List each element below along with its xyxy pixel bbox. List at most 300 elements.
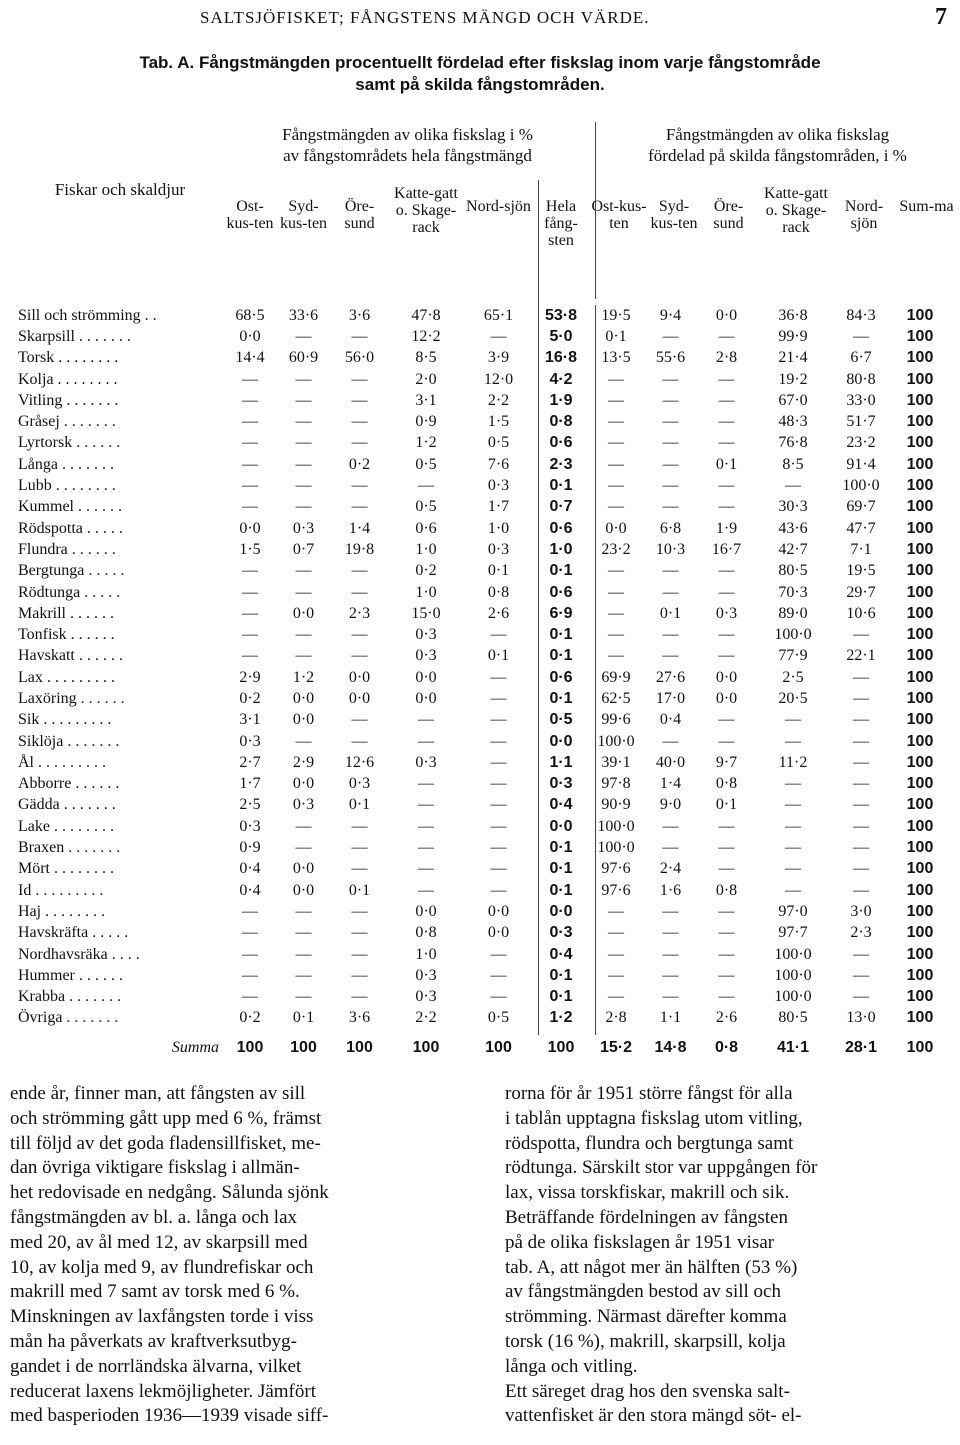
- table-cell: 0·0: [715, 306, 738, 324]
- table-cell: 0·6: [549, 583, 573, 601]
- table-row: [10, 624, 950, 645]
- table-cell: —: [718, 966, 735, 984]
- table-cell: 100: [906, 626, 934, 644]
- table-cell: 100: [906, 945, 934, 963]
- text-line: 10, av kolja med 9, av flundrefiskar och: [10, 1256, 314, 1278]
- table-cell: 100: [906, 796, 934, 814]
- table-cell: 99·6: [601, 711, 631, 729]
- table-cell: —: [718, 434, 735, 452]
- table-cell: 0·1: [348, 881, 371, 899]
- table-cell: —: [853, 775, 869, 793]
- column-header: Nord-sjön: [844, 198, 884, 232]
- table-cell: 100: [906, 988, 934, 1006]
- caption-line-2: samt på skilda fångstområden.: [355, 75, 605, 94]
- table-cell: 0·2: [415, 562, 437, 580]
- table-cell: —: [351, 988, 368, 1006]
- table-cell: 0·1: [549, 988, 573, 1006]
- table-cell: —: [418, 860, 434, 878]
- table-cell: 60·9: [288, 349, 319, 367]
- table-cell: 100: [412, 1039, 440, 1057]
- table-row: [10, 646, 950, 667]
- table-cell: —: [608, 455, 624, 473]
- table-cell: 0·1: [659, 604, 682, 622]
- running-head: [200, 4, 948, 34]
- table-cell: —: [718, 477, 735, 495]
- table-cell: 0·0: [715, 689, 738, 707]
- row-label: Lax . . . . . . . . .: [18, 668, 115, 686]
- text-line: makrill med 7 samt av torsk med 6 %.: [10, 1281, 300, 1303]
- table-cell: —: [490, 668, 507, 686]
- table-cell: —: [418, 775, 434, 793]
- text-line: rorna för år 1951 större fångst för alla: [505, 1083, 793, 1104]
- table-cell: 1·0: [487, 519, 510, 537]
- table-cell: —: [718, 413, 735, 431]
- table-cell: —: [853, 966, 869, 984]
- row-label: Havskräfta . . . . .: [18, 924, 129, 942]
- table-cell: 2·0: [415, 370, 437, 388]
- table-cell: 28·1: [844, 1039, 878, 1057]
- table-cell: 100·0: [842, 477, 880, 495]
- text-line: rödtunga. Särskilt stor var uppgången för: [505, 1157, 818, 1179]
- table-cell: —: [853, 839, 869, 857]
- table-cell: 56·0: [344, 349, 375, 367]
- table-cell: —: [608, 966, 624, 984]
- table-cell: 0·1: [292, 1009, 315, 1027]
- table-cell: —: [608, 434, 624, 452]
- table-cell: 0·1: [549, 966, 573, 984]
- table-cell: —: [351, 434, 368, 452]
- table-cell: 0·6: [549, 668, 573, 686]
- table-cell: 8·5: [415, 349, 437, 367]
- table-cell: —: [351, 839, 368, 857]
- table-cell: 36·8: [778, 306, 808, 324]
- table-cell: 0·1: [549, 626, 573, 644]
- table-cell: 1·9: [715, 519, 738, 537]
- table-cell: —: [351, 413, 368, 431]
- table-cell: —: [351, 626, 368, 644]
- table-cell: 100: [906, 881, 934, 899]
- table-cell: 0·4: [239, 881, 261, 899]
- row-label: Summa: [171, 1039, 219, 1057]
- table-cell: —: [242, 988, 258, 1006]
- table-cell: —: [351, 860, 368, 878]
- table-cell: 100: [906, 966, 934, 984]
- table-cell: 39·1: [601, 753, 631, 771]
- table-cell: —: [662, 945, 679, 963]
- table-cell: —: [662, 562, 679, 580]
- table-cell: —: [718, 945, 735, 963]
- text-line: Minskningen av laxfångsten torde i viss: [10, 1306, 314, 1328]
- table-cell: —: [853, 711, 869, 729]
- table-cell: —: [295, 626, 312, 644]
- table-cell: 1·1: [659, 1009, 682, 1027]
- table-cell: 0·0: [292, 775, 315, 793]
- table-cell: —: [295, 945, 312, 963]
- table-row: [10, 752, 950, 773]
- table-cell: 1·0: [415, 583, 437, 601]
- table-cell: 55·6: [655, 349, 686, 367]
- stub-header: Fiskar och skaldjur: [54, 180, 186, 199]
- table-cell: 100: [906, 562, 934, 580]
- row-label: Tonfisk . . . . . .: [18, 626, 115, 644]
- table-row: [10, 816, 950, 837]
- table-cell: —: [242, 902, 258, 920]
- text-line: tab. A, att något mer än hälften (53 %): [505, 1256, 798, 1278]
- table-cell: —: [490, 945, 507, 963]
- table-cell: 9·7: [715, 753, 738, 771]
- table-cell: —: [608, 902, 624, 920]
- table-cell: 100: [906, 753, 934, 771]
- table-cell: —: [718, 498, 735, 516]
- table-cell: 0·1: [715, 796, 738, 814]
- table-cell: —: [295, 434, 312, 452]
- table-cell: —: [295, 455, 312, 473]
- table-cell: 0·1: [348, 796, 371, 814]
- column-header: Katte-gatt o. Skage-rack: [764, 185, 828, 236]
- table-cell: 22·1: [846, 647, 876, 665]
- table-cell: 100·0: [597, 732, 635, 750]
- row-label: Flundra . . . . . .: [18, 540, 116, 558]
- text-line: vattenfisket är den stora mängd söt- el-: [505, 1405, 802, 1427]
- table-cell: 3·6: [348, 1009, 371, 1027]
- text-line: mån ha påverkats av kraftverksutbyg-: [10, 1330, 298, 1352]
- row-label: Hummer . . . . . .: [18, 966, 123, 984]
- table-cell: 0·2: [348, 455, 371, 473]
- table-caption: [0, 52, 960, 96]
- table-cell: 2·3: [549, 455, 573, 473]
- table-cell: —: [490, 839, 507, 857]
- column-header: Sum-ma: [899, 198, 954, 215]
- table-cell: 1·0: [415, 945, 437, 963]
- right-text-column: [505, 1082, 953, 1429]
- table-cell: 0·0: [292, 604, 315, 622]
- table-cell: 0·0: [348, 689, 371, 707]
- row-label: Abborre . . . . . .: [18, 775, 120, 793]
- table-cell: 100: [906, 391, 934, 409]
- table-cell: 0·3: [415, 988, 437, 1006]
- table-cell: 1·1: [549, 753, 573, 771]
- table-cell: 0·7: [549, 498, 573, 516]
- table-cell: 0·0: [415, 689, 437, 707]
- table-cell: —: [608, 413, 624, 431]
- table-cell: 12·0: [483, 370, 514, 388]
- table-cell: 53·8: [544, 306, 578, 324]
- row-label: Braxen . . . . . . .: [18, 839, 121, 857]
- column-header: Öre-sund: [344, 198, 375, 232]
- table-cell: 0·0: [292, 881, 315, 899]
- table-cell: 0·8: [487, 583, 510, 601]
- table-cell: —: [242, 370, 258, 388]
- table-cell: 15·0: [411, 604, 441, 622]
- table-cell: 0·2: [239, 1009, 261, 1027]
- table-cell: —: [662, 477, 679, 495]
- row-label: Nordhavsräka . . . .: [18, 945, 140, 963]
- table-cell: 19·5: [846, 562, 876, 580]
- table-cell: 48·3: [778, 413, 808, 431]
- table-cell: 1·5: [239, 540, 261, 558]
- table-cell: —: [662, 626, 679, 644]
- table-cell: —: [785, 796, 801, 814]
- table-cell: 100: [906, 1009, 934, 1027]
- row-label: Gråsej . . . . . . .: [18, 413, 116, 431]
- table-cell: —: [351, 817, 368, 835]
- table-cell: —: [718, 711, 735, 729]
- table-cell: 100: [906, 455, 934, 473]
- group-header-1: Fångstmängden av olika fiskslag i % av fångstområdets hela fångstmängd: [282, 125, 533, 165]
- table-cell: —: [853, 988, 869, 1006]
- table-cell: 100: [906, 327, 934, 345]
- table-cell: 16·7: [711, 540, 742, 558]
- table-row: [10, 411, 950, 432]
- table-cell: —: [351, 327, 368, 345]
- table-cell: 100: [906, 1039, 934, 1057]
- table-cell: 0·1: [549, 839, 573, 857]
- table-cell: —: [608, 647, 624, 665]
- table-cell: —: [853, 796, 869, 814]
- table-cell: —: [608, 498, 624, 516]
- table-cell: —: [608, 370, 624, 388]
- table-cell: —: [608, 562, 624, 580]
- table-cell: —: [242, 477, 258, 495]
- table-cell: 6·7: [850, 349, 872, 367]
- table-cell: —: [242, 455, 258, 473]
- table-cell: —: [295, 413, 312, 431]
- table-cell: 67·0: [778, 391, 808, 409]
- row-label: Lyrtorsk . . . . . .: [18, 434, 121, 452]
- row-label: Vitling . . . . . . .: [18, 391, 119, 409]
- table-cell: —: [785, 881, 801, 899]
- text-line: gandet i de norrländska älvarna, vilket: [10, 1355, 302, 1377]
- table-cell: 23·2: [846, 434, 876, 452]
- table-cell: 100: [906, 732, 934, 750]
- table-cell: —: [785, 860, 801, 878]
- table-cell: 0·5: [487, 434, 510, 452]
- column-header: Hela fång-sten: [544, 198, 578, 249]
- sum-row: [10, 1029, 950, 1067]
- table-cell: 43·6: [778, 519, 808, 537]
- table-cell: 0·6: [415, 519, 437, 537]
- text-line: till följd av det goda fladensillfisket, me-: [10, 1132, 321, 1154]
- table-row: [10, 305, 950, 326]
- table-cell: 76·8: [778, 434, 808, 452]
- table-cell: 100·0: [774, 966, 812, 984]
- table-cell: 0·1: [549, 881, 573, 899]
- table-cell: 0·0: [487, 924, 510, 942]
- table-row: [10, 348, 950, 369]
- table-cell: 0·1: [487, 647, 510, 665]
- table-cell: 47·8: [411, 306, 441, 324]
- table-cell: 6·9: [549, 604, 573, 622]
- table-cell: —: [718, 327, 735, 345]
- table-cell: 0·1: [549, 562, 573, 580]
- table-cell: 13·5: [601, 349, 631, 367]
- table-cell: 100: [906, 477, 934, 495]
- table-cell: 0·4: [239, 860, 261, 878]
- table-cell: 0·0: [549, 902, 573, 920]
- table-cell: —: [295, 966, 312, 984]
- group-header-2: Fångstmängden av olika fiskslag fördelad på skilda fångstområden, i %: [648, 125, 907, 165]
- table-cell: —: [295, 732, 312, 750]
- table-cell: 100: [906, 519, 934, 537]
- row-label: Övriga . . . . . . .: [18, 1009, 119, 1027]
- table-cell: —: [351, 562, 368, 580]
- table-cell: —: [785, 732, 801, 750]
- table-cell: —: [490, 689, 507, 707]
- table-cell: —: [351, 945, 368, 963]
- table-cell: 100: [485, 1039, 512, 1057]
- table-cell: 0·5: [487, 1009, 510, 1027]
- table-row: [10, 369, 950, 390]
- table-cell: 0·8: [715, 881, 738, 899]
- table-cell: 2·8: [605, 1009, 627, 1027]
- table-cell: —: [295, 988, 312, 1006]
- table-cell: 0·0: [715, 668, 738, 686]
- table-row: [10, 1008, 950, 1029]
- table-cell: —: [662, 413, 679, 431]
- table-cell: —: [853, 732, 869, 750]
- table-cell: —: [718, 839, 735, 857]
- table-row: [10, 326, 950, 347]
- row-label: Skarpsill . . . . . . .: [18, 327, 131, 345]
- table-cell: 21·4: [778, 349, 808, 367]
- table-cell: 100: [906, 689, 934, 707]
- table-cell: 33·6: [288, 306, 319, 324]
- row-label: Mört . . . . . . . .: [18, 860, 114, 878]
- table-cell: 14·8: [654, 1039, 687, 1057]
- table-cell: 0·1: [549, 860, 573, 878]
- table-row: [10, 582, 950, 603]
- row-label: Ål . . . . . . . . .: [18, 753, 106, 771]
- table-cell: —: [295, 327, 312, 345]
- table-cell: 2·7: [239, 753, 261, 771]
- text-line: Ett säreget drag hos den svenska salt-: [505, 1380, 790, 1402]
- text-line: i tablån upptagna fiskslag utom vitling,: [505, 1107, 803, 1129]
- table-cell: 2·3: [850, 924, 872, 942]
- column-header: Ost-kus-ten: [226, 198, 274, 232]
- text-line: het redovisade en nedgång. Sålunda sjönk: [10, 1182, 329, 1204]
- table-cell: 2·5: [782, 668, 804, 686]
- table-cell: —: [418, 839, 434, 857]
- table-cell: 97·6: [601, 881, 631, 899]
- table-cell: 100·0: [774, 945, 812, 963]
- table-cell: 0·3: [415, 753, 437, 771]
- table-cell: —: [853, 881, 869, 899]
- table-cell: —: [718, 391, 735, 409]
- table-cell: 90·9: [601, 796, 631, 814]
- row-label: Långa . . . . . . .: [18, 455, 114, 473]
- table-cell: 0·3: [415, 647, 437, 665]
- table-cell: —: [351, 477, 368, 495]
- row-label: Lubb . . . . . . . .: [18, 477, 116, 495]
- table-cell: 65·1: [483, 306, 514, 324]
- table-cell: 100: [906, 349, 934, 367]
- table-cell: —: [662, 391, 679, 409]
- table-cell: 0·1: [549, 477, 573, 495]
- table-cell: 0·3: [549, 924, 573, 942]
- row-label: Krabba . . . . . . .: [18, 988, 122, 1006]
- table-cell: 0·1: [487, 562, 510, 580]
- table-cell: 14·4: [235, 349, 265, 367]
- table-row: [10, 433, 950, 454]
- table-cell: 0·0: [487, 902, 510, 920]
- table-cell: 3·0: [850, 902, 872, 920]
- table-cell: —: [418, 817, 434, 835]
- table-cell: 0·8: [415, 924, 437, 942]
- table-cell: —: [785, 817, 801, 835]
- table-cell: 0·9: [239, 839, 261, 857]
- table-row: [10, 965, 950, 986]
- row-label: Siklöja . . . . . . .: [18, 732, 120, 750]
- table-cell: —: [853, 668, 869, 686]
- table-cell: 100: [906, 306, 934, 324]
- table-cell: —: [242, 924, 258, 942]
- table-cell: 100: [346, 1039, 373, 1057]
- text-line: på de olika fiskslagen år 1951 visar: [505, 1231, 775, 1253]
- table-cell: —: [662, 647, 679, 665]
- table-cell: —: [662, 583, 679, 601]
- table-cell: —: [242, 966, 258, 984]
- table-cell: —: [295, 839, 312, 857]
- table-cell: 97·8: [601, 775, 631, 793]
- table-row: [10, 859, 950, 880]
- text-line: reducerat laxens lekmöjligheter. Jämfört: [10, 1380, 316, 1402]
- table-cell: 0·6: [549, 519, 573, 537]
- table-cell: 6·8: [659, 519, 682, 537]
- table-cell: 0·1: [605, 327, 627, 345]
- table-cell: —: [853, 817, 869, 835]
- table-cell: 51·7: [846, 413, 876, 431]
- table-cell: 2·6: [487, 604, 510, 622]
- table-cell: 69·7: [846, 498, 876, 516]
- row-label: Lake . . . . . . . .: [18, 817, 114, 835]
- table-cell: 0·0: [348, 668, 371, 686]
- table-cell: 69·9: [601, 668, 631, 686]
- table-cell: 0·2: [239, 689, 261, 707]
- table-cell: 1·9: [549, 391, 573, 409]
- table-cell: 0·1: [715, 455, 738, 473]
- table-cell: 1·6: [659, 881, 682, 899]
- text-line: fångstmängden av bl. a. långa och lax: [10, 1206, 298, 1228]
- table-cell: 100: [906, 583, 934, 601]
- table-cell: 1·2: [415, 434, 437, 452]
- text-line: ende år, finner man, att fångsten av sill: [10, 1083, 306, 1104]
- table-cell: 100: [236, 1039, 264, 1057]
- row-label: Sill och strömming . .: [18, 306, 157, 324]
- table-cell: 0·3: [415, 966, 437, 984]
- table-cell: —: [608, 583, 624, 601]
- table-cell: 11·2: [778, 753, 808, 771]
- table-cell: 0·3: [239, 817, 261, 835]
- table-cell: 12·6: [344, 753, 375, 771]
- table-cell: 1·4: [348, 519, 371, 537]
- table-cell: 80·5: [778, 1009, 808, 1027]
- table-cell: 1·7: [487, 498, 510, 516]
- table-row: [10, 837, 950, 858]
- row-label: Id . . . . . . . . .: [18, 881, 104, 899]
- table-cell: —: [718, 626, 735, 644]
- table-cell: 100: [906, 668, 934, 686]
- table-cell: 0·3: [415, 626, 437, 644]
- table-cell: 91·4: [846, 455, 876, 473]
- table-cell: 1·2: [549, 1009, 573, 1027]
- table-cell: 7·1: [850, 540, 872, 558]
- table-cell: 1·4: [659, 775, 682, 793]
- table-cell: 2·9: [292, 753, 315, 771]
- running-head-title: SALTSJÖFISKET; FÅNGSTENS MÄNGD OCH VÄRDE.: [200, 8, 650, 27]
- table-row: [10, 987, 950, 1008]
- table-cell: —: [242, 604, 258, 622]
- table-cell: —: [718, 924, 735, 942]
